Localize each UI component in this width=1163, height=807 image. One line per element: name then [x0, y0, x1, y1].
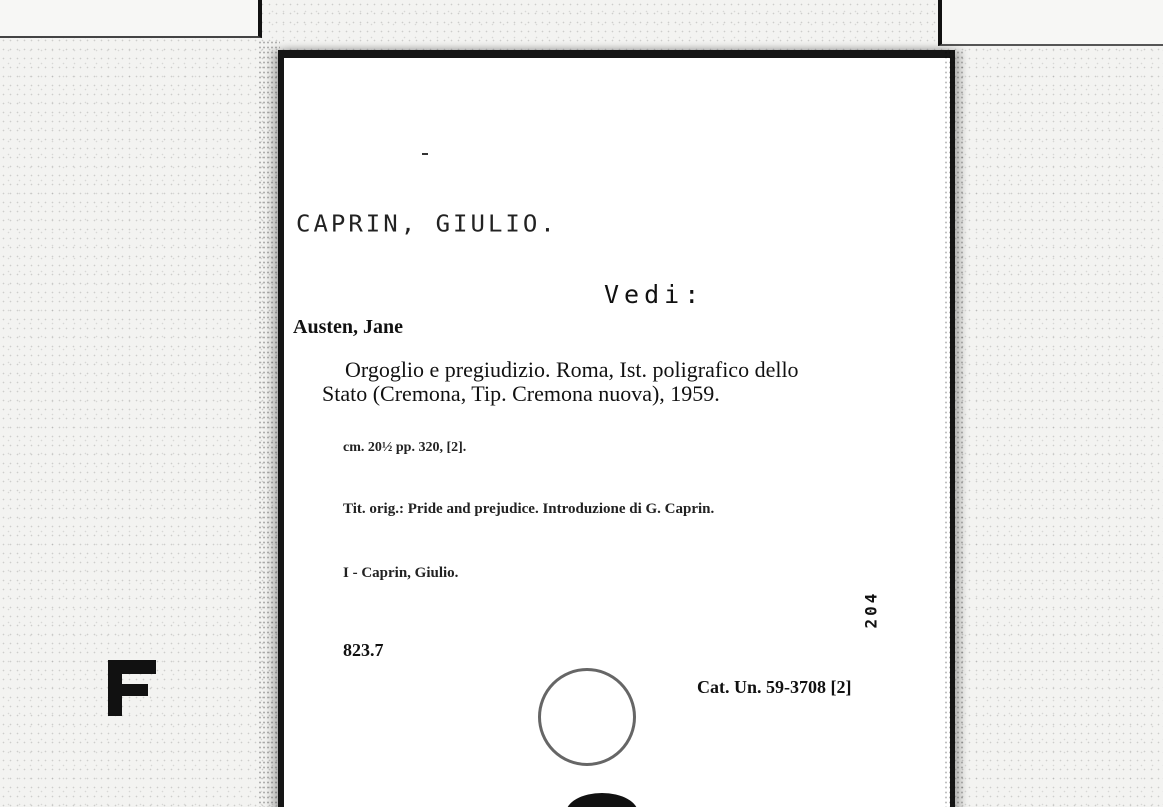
catalog-reference: Cat. Un. 59-3708 [2]	[697, 677, 852, 697]
stamp-letter-mark	[104, 656, 160, 718]
side-number: 204	[861, 590, 881, 629]
adjacent-card-edge-left	[0, 0, 262, 38]
collation: cm. 20½ pp. 320, [2].	[343, 440, 467, 455]
card-edge-noise-right	[944, 50, 964, 807]
author-entry: Austen, Jane	[293, 316, 404, 338]
title-line-1: Orgoglio e pregiudizio. Roma, Ist. poligrafico dello	[345, 357, 799, 382]
title-line-2: Stato (Cremona, Tip. Cremona nuova), 1959.	[322, 381, 720, 406]
class-number: 823.7	[343, 640, 384, 660]
punch-hole-icon	[538, 668, 636, 766]
card-edge-noise-left	[258, 40, 280, 807]
original-title-note: Tit. orig.: Pride and prejudice. Introduzione di G. Caprin.	[343, 501, 715, 517]
adjacent-card-edge-right	[938, 0, 1163, 46]
added-entry-tracing: I - Caprin, Giulio.	[343, 565, 459, 581]
ink-speck	[422, 153, 428, 155]
see-reference: Vedi:	[604, 280, 705, 309]
card-heading: CAPRIN, GIULIO.	[296, 210, 558, 238]
